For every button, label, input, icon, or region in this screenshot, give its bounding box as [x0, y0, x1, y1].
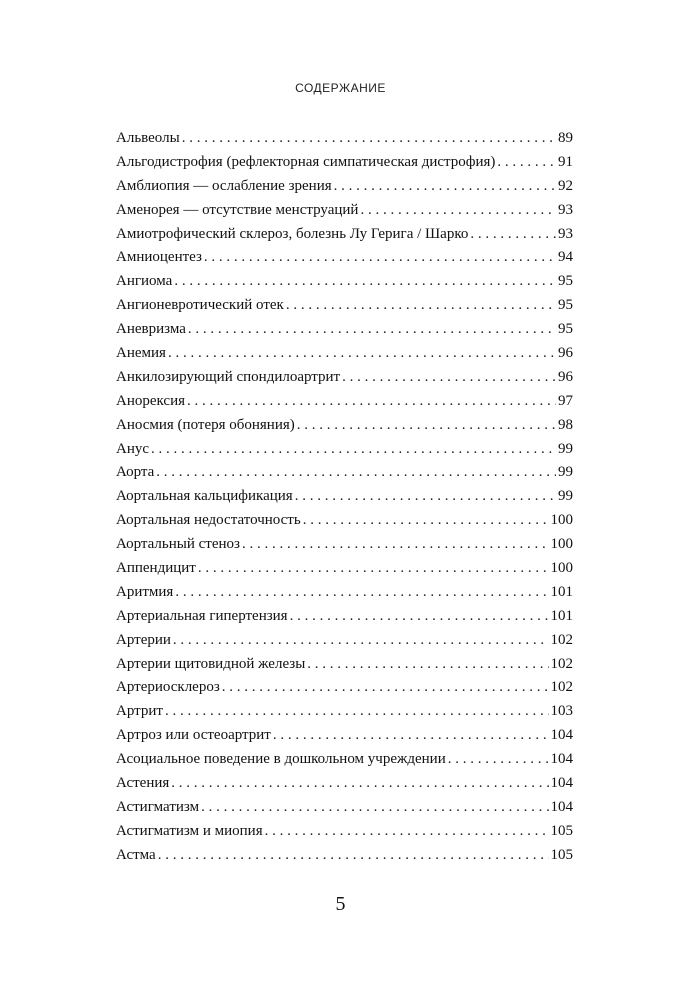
toc-entry[interactable] [116, 127, 573, 151]
toc-entry-page: 96 [558, 368, 573, 385]
toc-entry-page: 100 [550, 536, 573, 553]
toc-leader-dots [334, 175, 556, 199]
toc-entry-page: 102 [550, 679, 573, 696]
toc-entry[interactable] [116, 151, 573, 175]
toc-entry-page: 89 [558, 130, 573, 146]
toc-entry-page: 93 [558, 201, 573, 218]
toc-entry-title: Амблиопия — ослабление зрения [116, 177, 332, 194]
toc-entry-title: Аортальная кальцификация [116, 488, 293, 505]
toc-entry[interactable] [116, 390, 573, 414]
toc-leader-dots [168, 342, 556, 366]
toc-leader-dots [222, 676, 549, 700]
toc-leader-dots [297, 414, 556, 438]
toc-entry[interactable] [116, 485, 573, 509]
toc-leader-dots [187, 390, 556, 414]
toc-entry-title: Аппендицит [116, 560, 196, 577]
toc-entry-page: 98 [558, 416, 573, 433]
toc-entry-page: 95 [558, 321, 573, 338]
toc-leader-dots [173, 629, 549, 653]
toc-entry-title: Ангиома [116, 273, 173, 290]
toc-entry-title: Аритмия [116, 583, 174, 600]
toc-entry-page: 105 [550, 846, 573, 863]
toc-leader-dots [175, 581, 548, 605]
toc-entry[interactable] [116, 246, 573, 270]
toc-entry-page: 95 [558, 297, 573, 314]
toc-entry[interactable] [116, 199, 573, 223]
toc-entry[interactable] [116, 318, 573, 342]
toc-entry-page: 91 [558, 153, 573, 170]
toc-entry[interactable] [116, 581, 573, 605]
page-header-title: СОДЕРЖАНИЕ [295, 81, 386, 95]
toc-leader-dots [188, 318, 556, 342]
toc-entry-title: Артерии щитовидной железы [116, 655, 306, 672]
toc-entry-page: 100 [550, 560, 573, 577]
toc-entry-page: 102 [550, 631, 573, 648]
toc-entry-page: 103 [550, 703, 573, 720]
toc-leader-dots [171, 772, 548, 796]
toc-entry-title: Амиотрофический склероз, болезнь Лу Герига / Шарко [116, 225, 469, 242]
toc-entry[interactable] [116, 270, 573, 294]
toc-entry[interactable] [116, 366, 573, 390]
toc-leader-dots [307, 653, 548, 677]
table-of-contents [116, 127, 573, 868]
toc-entry[interactable] [116, 748, 573, 772]
toc-entry[interactable] [116, 175, 573, 199]
toc-entry[interactable] [116, 533, 573, 557]
toc-entry-title: Аносмия (потеря обоняния) [116, 416, 295, 433]
toc-entry-page: 96 [558, 345, 573, 362]
toc-entry[interactable] [116, 438, 573, 462]
toc-entry[interactable] [116, 223, 573, 247]
toc-leader-dots [174, 270, 556, 294]
toc-entry-title: Артерии [116, 631, 171, 648]
toc-entry[interactable] [116, 820, 573, 844]
toc-entry[interactable] [116, 342, 573, 366]
toc-entry[interactable] [116, 605, 573, 629]
toc-entry-page: 99 [558, 440, 573, 457]
toc-entry-page: 105 [550, 822, 573, 839]
toc-leader-dots [470, 223, 556, 247]
toc-entry[interactable] [116, 294, 573, 318]
toc-entry-title: Альгодистрофия (рефлекторная симпатическая дистрофия) [116, 153, 496, 170]
toc-entry-title: Альвеолы [116, 130, 180, 146]
toc-entry-page: 97 [558, 392, 573, 409]
toc-entry-title: Астигматизм [116, 798, 200, 815]
toc-leader-dots [204, 246, 556, 270]
toc-leader-dots [303, 509, 549, 533]
toc-entry-page: 92 [558, 177, 573, 194]
toc-entry-page: 100 [550, 512, 573, 529]
toc-leader-dots [242, 533, 549, 557]
toc-entry-title: Анус [116, 440, 150, 457]
toc-entry[interactable] [116, 724, 573, 748]
toc-entry-page: 94 [558, 249, 573, 266]
toc-entry[interactable] [116, 700, 573, 724]
toc-leader-dots [448, 748, 549, 772]
toc-leader-dots [286, 294, 556, 318]
toc-entry-title: Анорексия [116, 392, 186, 409]
toc-entry-title: Астения [116, 775, 170, 792]
toc-leader-dots [198, 557, 549, 581]
toc-entry-title: Артериосклероз [116, 679, 220, 696]
toc-entry-title: Аорта [116, 464, 155, 481]
toc-leader-dots [342, 366, 556, 390]
toc-entry-title: Анемия [116, 345, 166, 362]
toc-entry-title: Анкилозирующий спондилоартрит [116, 368, 341, 385]
page-number: 5 [335, 893, 346, 915]
toc-entry-page: 95 [558, 273, 573, 290]
toc-entry-page: 99 [558, 464, 573, 481]
toc-entry-title: Артрит [116, 703, 163, 720]
toc-entry-page: 104 [550, 798, 573, 815]
toc-entry-title: Астигматизм и миопия [116, 822, 263, 839]
toc-entry-title: Амниоцентез [116, 249, 202, 266]
toc-entry-title: Артроз или остеоартрит [116, 727, 271, 744]
toc-entry-page: 93 [558, 225, 573, 242]
toc-entry-title: Аортальный стеноз [116, 536, 240, 553]
toc-entry-page: 104 [550, 775, 573, 792]
toc-entry-page: 101 [550, 607, 573, 624]
toc-leader-dots [182, 127, 556, 151]
toc-leader-dots [201, 796, 548, 820]
toc-entry-title: Аортальная недостаточность [116, 512, 301, 529]
toc-entry-page: 101 [550, 583, 573, 600]
toc-entry-title: Артериальная гипертензия [116, 607, 288, 624]
toc-entry-page: 104 [550, 727, 573, 744]
toc-entry[interactable] [116, 676, 573, 700]
toc-entry[interactable] [116, 844, 573, 868]
toc-entry[interactable] [116, 557, 573, 581]
toc-leader-dots [497, 151, 556, 175]
toc-leader-dots [151, 438, 556, 462]
toc-entry[interactable] [116, 772, 573, 796]
toc-entry[interactable] [116, 796, 573, 820]
toc-entry[interactable] [116, 653, 573, 677]
toc-entry[interactable] [116, 414, 573, 438]
toc-entry[interactable] [116, 461, 573, 485]
toc-entry-page: 104 [550, 751, 573, 768]
toc-leader-dots [156, 461, 556, 485]
toc-entry-title: Асоциальное поведение в дошкольном учреждении [116, 751, 446, 768]
toc-leader-dots [360, 199, 556, 223]
toc-leader-dots [265, 820, 549, 844]
toc-entry-title: Аменорея — отсутствие менструаций [116, 201, 359, 218]
toc-leader-dots [295, 485, 556, 509]
toc-entry-page: 99 [558, 488, 573, 505]
toc-entry[interactable] [116, 629, 573, 653]
toc-entry[interactable] [116, 509, 573, 533]
toc-leader-dots [165, 700, 549, 724]
toc-leader-dots [290, 605, 549, 629]
toc-entry-title: Аневризма [116, 321, 186, 338]
toc-entry-page: 102 [550, 655, 573, 672]
toc-entry-title: Ангионевротический отек [116, 297, 284, 314]
toc-leader-dots [158, 844, 549, 868]
toc-entry-title: Астма [116, 846, 156, 863]
toc-leader-dots [273, 724, 549, 748]
